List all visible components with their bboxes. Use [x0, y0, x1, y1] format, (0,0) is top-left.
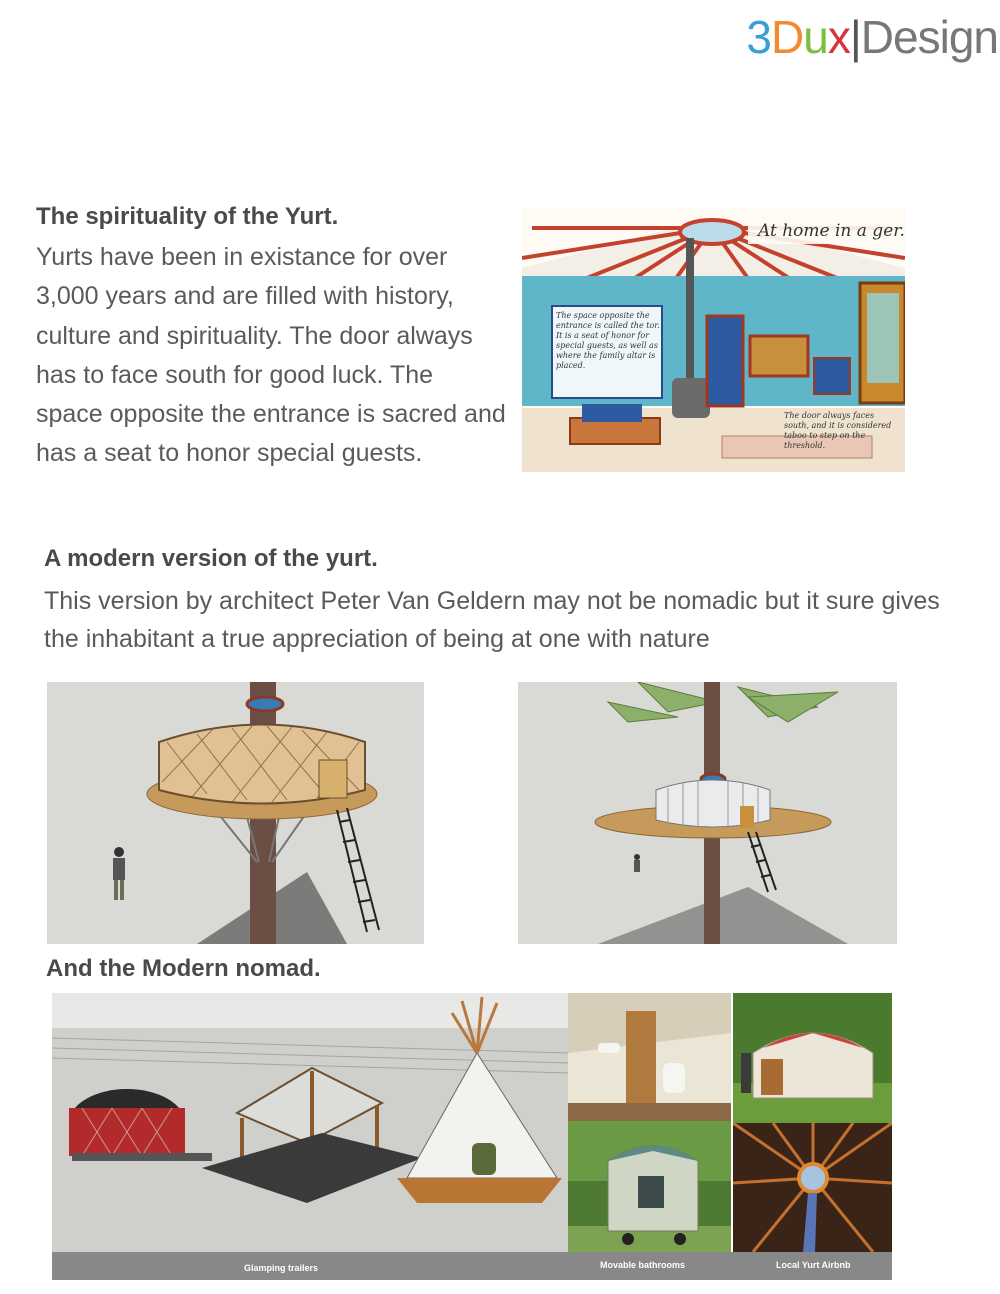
caption-local-yurt-airbnb: Local Yurt Airbnb — [776, 1260, 851, 1270]
caption-movable-bathrooms: Movable bathrooms — [600, 1260, 686, 1270]
modern-paragraph: This version by architect Peter Van Geldern may not be nomadic but it sure gives the inhabitant a true appreciation of being at one with nature — [44, 587, 940, 653]
spirituality-heading: The spirituality of the Yurt. — [36, 203, 339, 230]
ger-note-right: The door always faces south, and it is considered taboo to step on the threshold. — [784, 411, 892, 450]
spirituality-paragraph: Yurts have been in existance for over 3,000 years and are filled with history, culture and spirituality. The door always has to face south for good luck. The space opposite the entrance is sacred and has a seat to honor special guests. — [36, 243, 506, 468]
modern-heading: A modern version of the yurt. — [44, 545, 378, 572]
ger-title: At home in a ger. — [758, 221, 905, 241]
tree-yurt-render-large — [47, 682, 424, 944]
brand-logo: 3Dux|Design — [746, 11, 998, 63]
tree-yurt-render-small — [518, 682, 897, 944]
airbnb-yurt-interior-photo — [733, 1123, 892, 1252]
glamping-trailers-render — [52, 993, 568, 1252]
movable-yurt-photo — [568, 1121, 731, 1252]
nomad-heading: And the Modern nomad. — [46, 955, 321, 982]
caption-bar — [52, 1252, 892, 1280]
ger-note-left: The space opposite the entrance is called the tor. It is a seat of honor for special guests, as well as where the family altar is placed. — [556, 311, 660, 370]
bathroom-tent-photo — [568, 993, 731, 1121]
airbnb-yurt-exterior-photo — [733, 993, 892, 1123]
caption-glamping-trailers: Glamping trailers — [244, 1263, 319, 1273]
